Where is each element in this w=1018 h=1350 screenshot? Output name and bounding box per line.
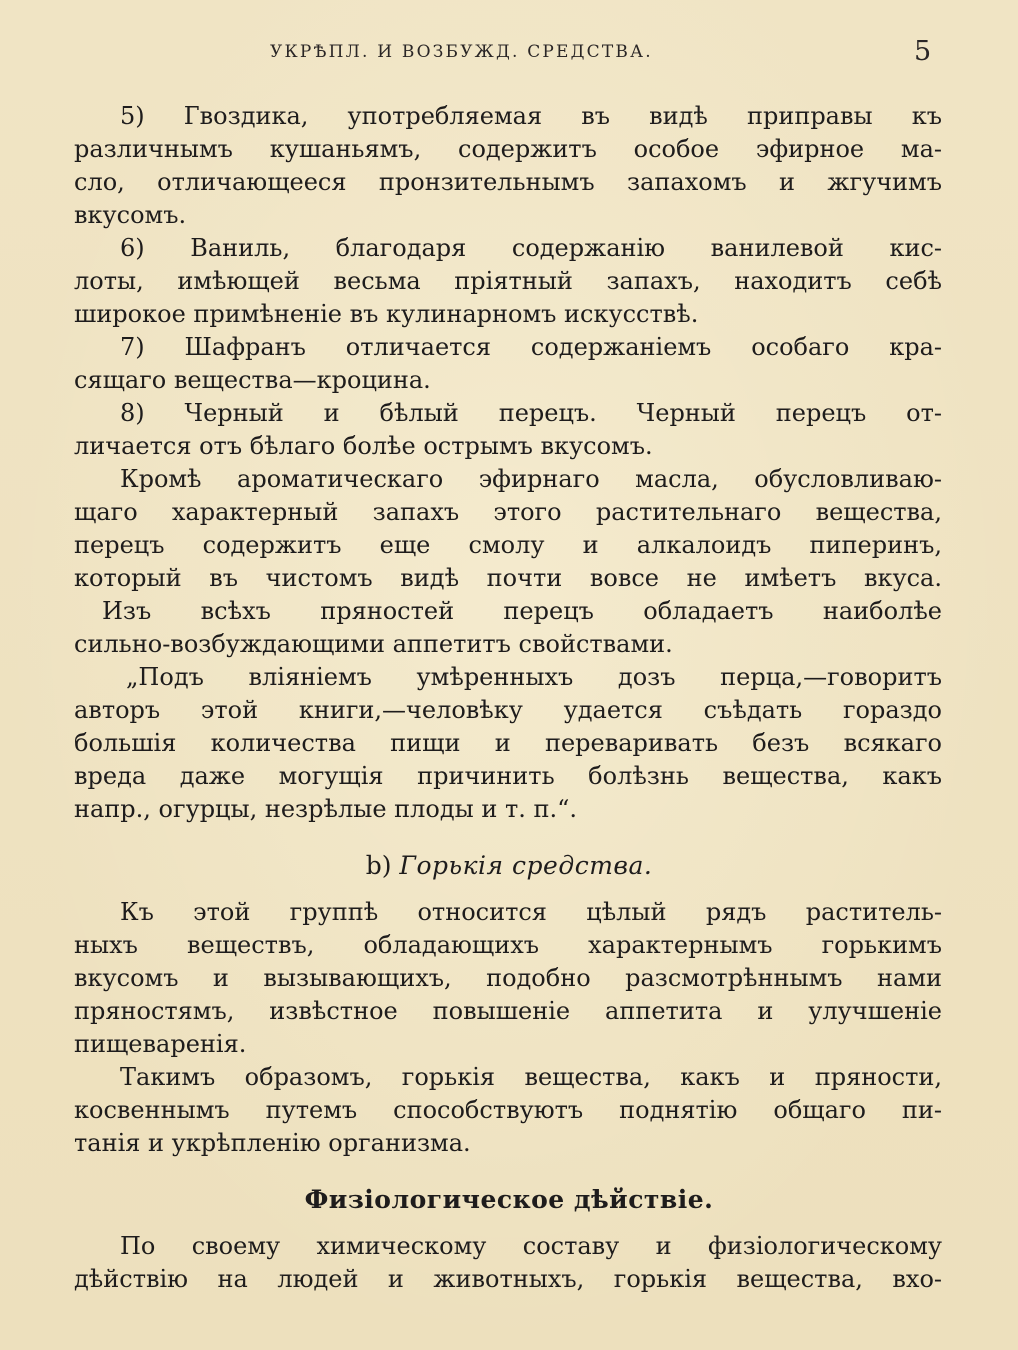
text-line: дѣйствію на людей и животныхъ, горькія вещества, вхо- — [74, 1265, 942, 1293]
text-line: Къ этой группѣ относится цѣлый рядъ раститель- — [120, 898, 942, 926]
text-line: напр., огурцы, незрѣлые плоды и т. п.“. — [74, 795, 578, 823]
text-line: 6) Ваниль, благодаря содержанію ванилевой кис- — [120, 234, 942, 262]
running-title: УКРѢПЛ. И ВОЗБУЖД. СРЕДСТВА. — [270, 42, 653, 62]
section-bitters — [74, 896, 942, 1160]
text-line: пряностямъ, извѣстное повышеніе аппетита и улучшеніе — [74, 997, 942, 1025]
text-line: 8) Черный и бѣлый перецъ. Черный перецъ от- — [120, 399, 942, 427]
subsection-title: Горькія средства. — [399, 851, 653, 880]
text-line: вреда даже могущія причинить болѣзнь вещества, какъ — [74, 762, 942, 790]
text-line: Такимъ образомъ, горькія вещества, какъ и пряности, — [120, 1063, 942, 1091]
page-number: 5 — [914, 36, 932, 67]
text-line: лоты, имѣющей весьма пріятный запахъ, находитъ себѣ — [74, 267, 942, 295]
text-line: широкое примѣненіе въ кулинарномъ искусствѣ. — [74, 300, 699, 328]
text-line: ныхъ веществъ, обладающихъ характернымъ горькимъ — [74, 931, 942, 959]
section-spices — [74, 100, 942, 826]
text-line: сло, отличающееся пронзительнымъ запахомъ и жгучимъ — [74, 168, 942, 196]
text-line: авторъ этой книги,—человѣку удается съѣдать гораздо — [74, 696, 942, 724]
text-line: который въ чистомъ видѣ почти вовсе не имѣетъ вкуса. — [74, 564, 942, 592]
text-line: пищеваренія. — [74, 1030, 247, 1058]
text-line: вкусомъ и вызывающихъ, подобно разсмотрѣннымъ нами — [74, 964, 942, 992]
text-line: Изъ всѣхъ пряностей перецъ обладаетъ наиболѣе — [102, 597, 942, 625]
text-line: Кромѣ ароматическаго эфирнаго масла, обусловливаю- — [120, 465, 942, 493]
section-heading: Физіологическое дѣйствіе. — [304, 1185, 714, 1214]
text-line: танія и укрѣпленію организма. — [74, 1129, 471, 1157]
text-line: сильно-возбуждающими аппетитъ свойствами. — [74, 630, 673, 658]
text-line: большія количества пищи и переваривать безъ всякаго — [74, 729, 942, 757]
text-line: сящаго вещества—кроцина. — [74, 366, 431, 394]
section-physiology — [74, 1230, 942, 1296]
text-line: личается отъ бѣлаго болѣе острымъ вкусомъ. — [74, 432, 653, 460]
subsection-marker: b) — [365, 851, 392, 880]
subsection-heading — [0, 848, 1018, 884]
running-head — [0, 36, 1018, 66]
text-line: косвеннымъ путемъ способствуютъ поднятію общаго пи- — [74, 1096, 942, 1124]
text-line: 5) Гвоздика, употребляемая въ видѣ приправы къ — [120, 102, 942, 130]
text-line: различнымъ кушаньямъ, содержитъ особое эфирное ма- — [74, 135, 942, 163]
text-line: 7) Шафранъ отличается содержаніемъ особаго кра- — [120, 333, 942, 361]
text-line: перецъ содержитъ еще смолу и алкалоидъ пиперинъ, — [74, 531, 942, 559]
text-line: щаго характерный запахъ этого растительнаго вещества, — [74, 498, 942, 526]
text-line: „Подъ вліяніемъ умѣренныхъ дозъ перца,—говоритъ — [126, 663, 942, 691]
text-line: вкусомъ. — [74, 201, 187, 229]
text-line: По своему химическому составу и физіологическому — [120, 1232, 942, 1260]
